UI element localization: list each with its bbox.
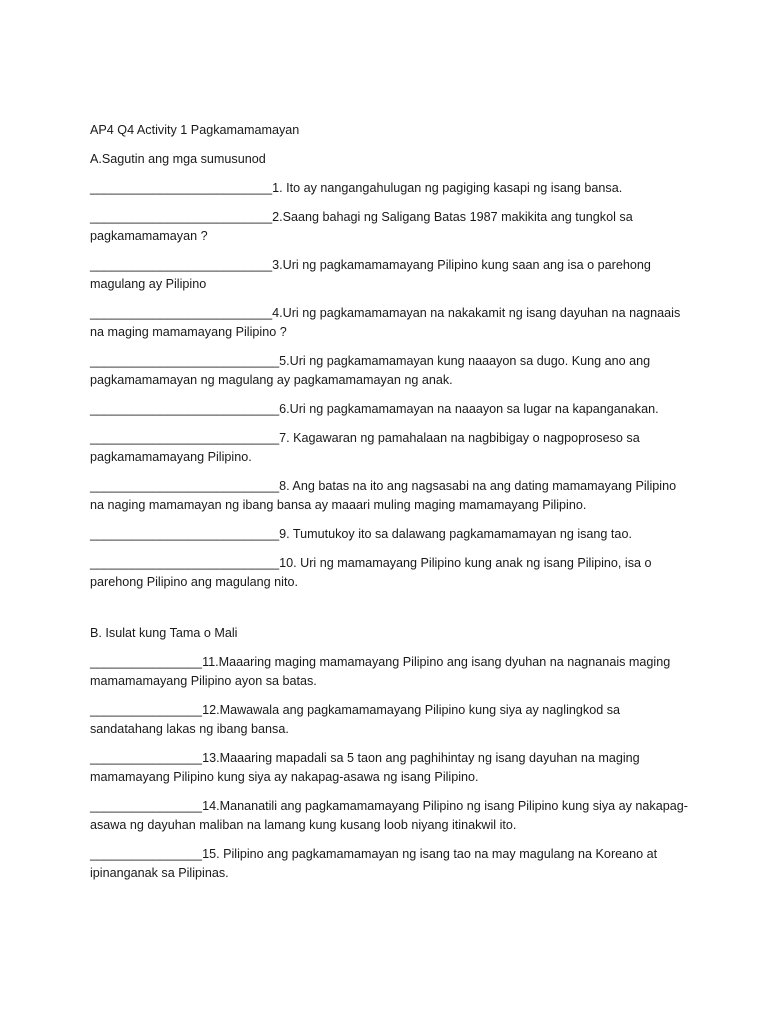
question-item — [90, 400, 690, 419]
section-b-items — [90, 653, 690, 883]
question-text: 7. Kagawaran ng pamahalaan na nagbibigay o nagpoproseso sa pagkamamamayang Pilipino. — [90, 431, 640, 464]
question-text: 13.Maaaring mapadali sa 5 taon ang paghihintay ng isang dayuhan na maging mamamayang Pilipino kung siya ay nakapag-asawa ng isang Pilipino. — [90, 751, 640, 784]
answer-blank: ___________________________ — [90, 431, 280, 445]
answer-blank: ___________________________ — [90, 556, 280, 570]
question-item — [90, 477, 690, 515]
question-item — [90, 179, 690, 198]
question-item — [90, 653, 690, 691]
answer-blank: ________________ — [90, 703, 203, 717]
question-item — [90, 525, 690, 544]
question-text: 11.Maaaring maging mamamayang Pilipino ang isang dyuhan na nagnanais maging mamamamayang Pilipino ayon sa batas. — [90, 655, 671, 688]
worksheet-title: AP4 Q4 Activity 1 Pagkamamamayan — [90, 123, 300, 137]
question-text: 5.Uri ng pagkamamamayan kung naaayon sa dugo. Kung ano ang pagkamamamayan ng magulang ay pagkamamamayan ng anak. — [90, 354, 651, 387]
question-text: 6.Uri ng pagkamamamayan na naaayon sa lugar na kapanganakan. — [279, 402, 659, 416]
answer-blank: ___________________________ — [90, 402, 280, 416]
question-item — [90, 797, 690, 835]
answer-blank: ________________ — [90, 799, 203, 813]
section-a-items — [90, 179, 690, 592]
answer-blank: ________________ — [90, 655, 203, 669]
question-item — [90, 304, 690, 342]
answer-blank: __________________________ — [90, 258, 273, 272]
answer-blank: __________________________ — [90, 210, 273, 224]
question-text: 3.Uri ng pagkamamamayang Pilipino kung saan ang isa o parehong magulang ay Pilipino — [90, 258, 651, 291]
question-item — [90, 256, 690, 294]
question-item — [90, 208, 690, 246]
answer-blank: ________________ — [90, 751, 203, 765]
question-text: 2.Saang bahagi ng Saligang Batas 1987 makikita ang tungkol sa pagkamamamayan ? — [90, 210, 633, 243]
question-item — [90, 352, 690, 390]
answer-blank: ___________________________ — [90, 527, 280, 541]
question-text: 9. Tumutukoy ito sa dalawang pagkamamamayan ng isang tao. — [279, 527, 632, 541]
answer-blank: ___________________________ — [90, 479, 280, 493]
question-text: 14.Mananatili ang pagkamamamayang Pilipino ng isang Pilipino kung siya ay nakapag-asawa ng dayuhan maliban na lamang kung kusang loob niyang itinakwil ito. — [90, 799, 688, 832]
worksheet-page — [90, 121, 690, 893]
question-text: 10. Uri ng mamamayang Pilipino kung anak ng isang Pilipino, isa o parehong Pilipino ang magulang nito. — [90, 556, 652, 589]
answer-blank: ___________________________ — [90, 354, 280, 368]
question-text: 15. Pilipino ang pagkamamamayan ng isang tao na may magulang na Koreano at ipinanganak sa Pilipinas. — [90, 847, 658, 880]
question-item — [90, 749, 690, 787]
question-text: 4.Uri ng pagkamamamayan na nakakamit ng isang dayuhan na nagnaais na maging mamamayang Pilipino ? — [90, 306, 681, 339]
question-item — [90, 554, 690, 592]
answer-blank: ________________ — [90, 847, 203, 861]
section-a-heading: A.Sagutin ang mga sumusunod — [90, 152, 266, 166]
question-item — [90, 429, 690, 467]
answer-blank: __________________________ — [90, 306, 273, 320]
question-item — [90, 701, 690, 739]
question-text: 12.Mawawala ang pagkamamamayang Pilipino kung siya ay naglingkod sa sandatahang lakas ng ibang bansa. — [90, 703, 621, 736]
answer-blank: __________________________ — [90, 181, 273, 195]
question-item — [90, 845, 690, 883]
question-text: 8. Ang batas na ito ang nagsasabi na ang dating mamamayang Pilipino na naging mamamayan ng ibang bansa ay maaari muling maging mamamayang Pilipino. — [90, 479, 677, 512]
question-text: 1. Ito ay nangangahulugan ng pagiging kasapi ng isang bansa. — [272, 181, 623, 195]
section-b-heading: B. Isulat kung Tama o Mali — [90, 626, 238, 640]
